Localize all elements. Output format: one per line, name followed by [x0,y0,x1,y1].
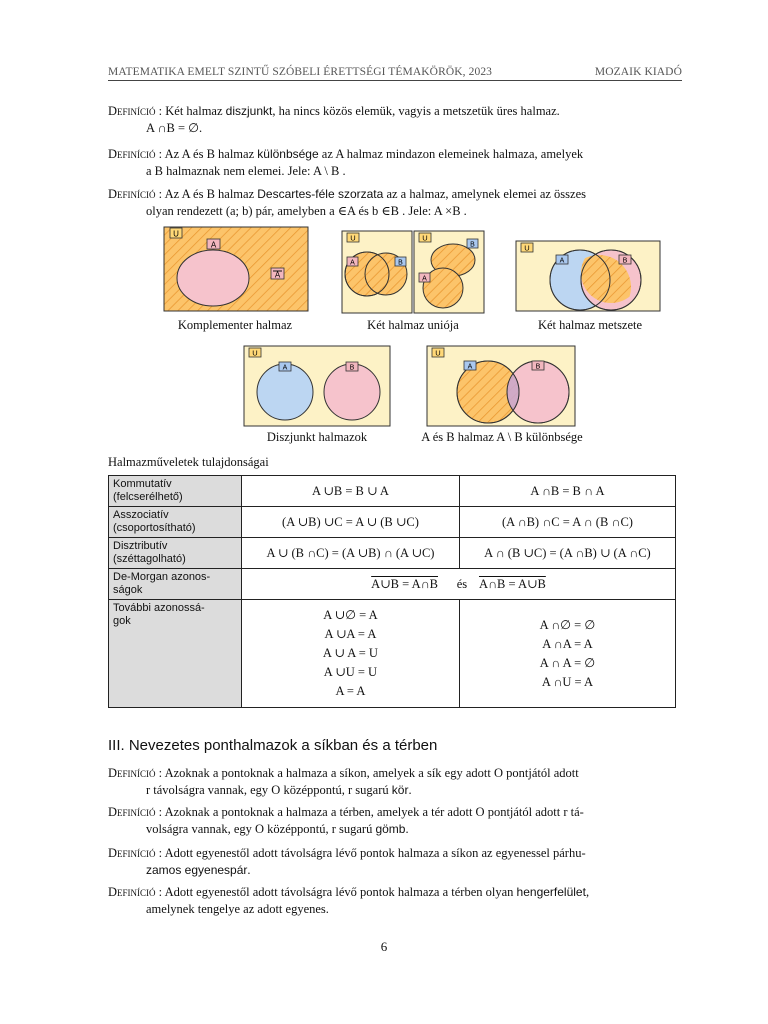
table-row [109,569,676,600]
identity-line: A ∪∅ = A [323,608,378,622]
caption-union: Két halmaz uniója [367,318,459,332]
row-label-line: De-Morgan azonos- [113,571,211,583]
caption-complement: Komplementer halmaz [177,318,293,332]
identity-line: A ∪U = U [323,665,378,679]
identity-line: A ∩A = A [542,636,593,651]
header-title: MATEMATIKA EMELT SZINTŰ SZÓBELI ÉRETTSÉGI TÉMAKÖRÖK, 2023 [108,66,493,78]
formula-cell: A ∪B = B ∪ A [242,476,460,507]
definition-line2: A ∩B = ∅. [146,121,203,135]
identity-line: A ∪A = A [324,627,377,641]
demorgan-cell [242,569,676,600]
venn-complement [163,226,309,312]
definition-text: , ha nincs közös elemük, vagyis a metszetük üres halmaz. [272,104,560,118]
table-row [109,476,676,507]
identity-line: A ∩∅ = ∅ [539,617,596,632]
formula-cell: (A ∪B) ∪C = A ∪ (B ∪C) [242,507,460,538]
running-header [108,66,682,81]
definition-keyword: Definíció [108,885,156,899]
label-b: B [622,257,628,265]
definition-sphere [108,804,674,838]
label-a: A [282,364,288,372]
label-b: B [535,363,541,371]
row-label [109,569,242,600]
definition-text: : Adott egyenestől adott távolságra lévő pontok halmaza a síkon az egyenessel párhu- [158,846,586,860]
row-label-line: Asszociatív [113,509,169,521]
definition-keyword: Definíció [108,766,156,780]
definition-term: zamos egyenespár [146,863,248,877]
definition-line2: a B halmaznak nem elemei. Jele: A \ B . [146,164,346,178]
label-u: U [252,348,258,358]
row-label [109,538,242,569]
venn-disjoint [243,345,391,427]
row-label [109,600,242,708]
definition-cartesian [108,186,674,220]
demorgan-formula-1: A∪B = A∩B [371,577,438,591]
definition-text: volságra vannak, egy O középpontú, r sugarú [146,822,376,836]
table-row [109,507,676,538]
caption-intersection: Két halmaz metszete [537,318,643,332]
identity-line: A ∪ A = U [322,646,378,660]
definition-text: : Az A és B halmaz [158,187,258,201]
definition-text: : Azoknak a pontoknak a halmaza a térben, amelyek a tér adott O pontjától adott r tá- [158,805,584,819]
header-publisher: MOZAIK KIADÓ [594,66,682,78]
definition-text: : Két halmaz [158,104,226,118]
label-a: A [422,275,427,283]
row-label-line: Disztributív [113,540,168,552]
definition-text: r távolságra vannak, egy O középpontú, r sugarú [146,783,392,797]
formula-cell: A ∩ (B ∪C) = (A ∩B) ∪ (A ∩C) [459,538,675,569]
definition-text: : Azoknak a pontoknak a halmaza a síkon, amelyek a sík egy adott O pontjától adott [158,766,579,780]
definition-text: . [325,902,329,916]
definition-text: . [405,822,409,836]
properties-table [108,475,676,708]
formula-cell: (A ∩B) ∩C = A ∩ (B ∩C) [459,507,675,538]
identity-line: A = A [335,684,366,698]
label-b: B [470,241,475,249]
row-label-line: ságok [113,584,143,596]
definition-keyword: Definíció [108,187,156,201]
section-heading: III. Nevezetes ponthalmazok a síkban és a térben [108,737,438,754]
formula-cell: A ∩B = B ∩ A [459,476,675,507]
demorgan-separator: és [456,577,468,591]
definition-keyword: Definíció [108,104,156,118]
label-a: A [350,259,355,267]
row-label-line: gok [113,615,131,627]
venn-union [341,230,413,314]
identities-union [242,600,460,708]
definition-disjoint [108,103,674,137]
definition-line2: olyan rendezett (a; b) pár, amelyben a ∈A és b ∈B . Jele: A ×B . [146,204,467,218]
definition-keyword: Definíció [108,846,156,860]
label-u: U [524,243,530,253]
table-row [109,538,676,569]
identities-intersection [459,600,675,708]
label-a-complement: A [274,270,281,280]
label-u: U [435,348,441,358]
definition-text: , [585,885,590,899]
definition-keyword: Definíció [108,147,156,161]
definition-difference [108,146,674,180]
definition-text: . [247,863,251,877]
label-b: B [398,259,403,267]
row-label-line: (széttagolható) [113,553,186,565]
set-a-ellipse [177,250,249,306]
definition-term: különbsége [257,147,319,161]
label-a: A [559,257,565,265]
definition-keyword: Definíció [108,805,156,819]
label-a: A [467,363,473,371]
table-title: Halmazműveletek tulajdonságai [108,455,269,469]
definition-term: kör [391,783,409,797]
definition-text: amelynek tengelye az adott egyenes [146,902,326,916]
definition-term: gömb [375,822,406,836]
page-number: 6 [380,939,388,954]
definition-text: . [408,783,412,797]
definition-text: : Az A és B halmaz [158,147,258,161]
row-label [109,476,242,507]
definition-term: hengerfelület [516,885,586,899]
row-label-line: Kommutatív [113,478,172,490]
label-u: U [422,233,428,243]
venn-union-subset [413,230,485,314]
label-u: U [350,233,356,243]
definition-term: diszjunkt [225,104,273,118]
venn-difference [426,345,576,427]
identity-line: A ∩ A = ∅ [539,655,596,670]
venn-intersection [515,240,661,312]
definition-text: : Adott egyenestől adott távolságra lévő pontok halmaza a térben olyan [158,885,517,899]
definition-term: Descartes-féle szorzata [257,187,384,201]
row-label-line: (felcserélhető) [113,491,183,503]
formula-cell: A ∪ (B ∩C) = (A ∪B) ∩ (A ∪C) [242,538,460,569]
definition-text: az a halmaz, amelynek elemei az összes [383,187,586,201]
definition-cylinder [108,884,674,918]
row-label-line: (csoportosítható) [113,522,196,534]
row-label [109,507,242,538]
definition-circle [108,765,674,799]
label-u: U [173,229,179,239]
identity-line: A ∩U = A [541,674,594,689]
row-label-line: További azonossá- [113,602,205,614]
table-row [109,600,676,708]
caption-disjoint: Diszjunkt halmazok [266,430,368,444]
label-b: B [349,364,355,372]
caption-difference: A és B halmaz A \ B különbsége [421,430,583,444]
demorgan-formula-2: A∩B = A∪B [478,577,546,591]
label-a: A [210,240,217,250]
definition-parallel-lines [108,845,674,879]
definition-text: az A halmaz mindazon elemeinek halmaza, amelyek [318,147,584,161]
